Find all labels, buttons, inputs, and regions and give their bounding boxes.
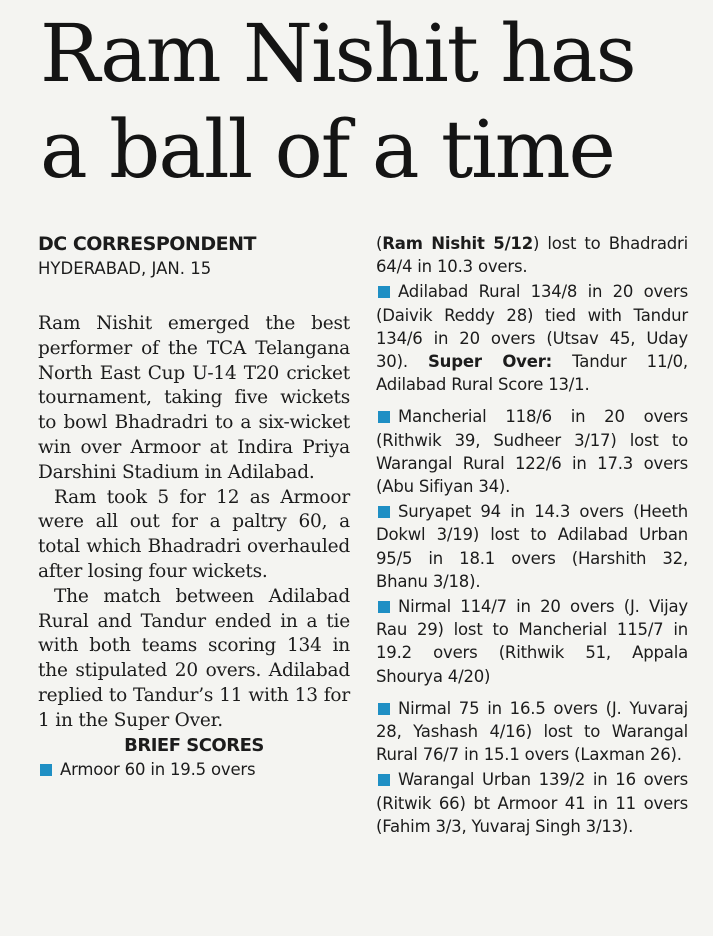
score-item-continued (376, 232, 688, 278)
article-paragraph: Ram took 5 for 12 as Armoor were all out for a paltry 60, a total which Bhadradri overhauled after losing four wickets. (38, 486, 350, 582)
headline (40, 6, 700, 198)
square-bullet-icon (378, 703, 390, 715)
square-bullet-icon (40, 764, 52, 776)
score-text: ( (376, 234, 383, 253)
headline-line-2: a ball of a time (40, 103, 614, 196)
brief-scores-heading: BRIEF SCORES (124, 734, 264, 756)
left-column (38, 232, 350, 783)
score-text: Nirmal 114/7 in 20 overs (J. Vijay Rau 29) lost to Mancherial 115/7 in 19.2 overs (Rithwik 51, Appala Shourya 4/20) (376, 597, 688, 686)
dateline: HYDERABAD, JAN. 15 (38, 259, 212, 278)
score-bold-text: Super Over: (427, 352, 553, 372)
byline: DC CORRESPONDENT (38, 233, 256, 255)
score-text: Armoor 60 in 19.5 overs (60, 759, 256, 779)
article-paragraph: Ram Nishit emerged the best performer of the TCA Telangana North East Cup U-14 T20 cricket tournament, taking five wickets to bowl Bhadradri to a six-wicket win over Armoor at Indira Priya Darshini Stadium in Adilabad. (38, 313, 350, 483)
square-bullet-icon (378, 506, 390, 518)
score-item (376, 595, 688, 688)
article-paragraph: The match between Adilabad Rural and Tandur ended in a tie with both teams scoring 134 in the stipulated 20 overs. Adilabad replied to Tandur’s 11 with 13 for 1 in the Super Over. (38, 585, 350, 731)
right-column (376, 232, 688, 840)
score-text: Nirmal 75 in 16.5 overs (J. Yuvaraj 28, Yashash 4/16) lost to Warangal Rural 76/7 in 15.1 overs (Laxman 26). (376, 698, 688, 765)
score-text: Warangal Urban 139/2 in 16 overs (Ritwik 66) bt Armoor 41 in 11 overs (Fahim 3/3, Yuvaraj Singh 3/13). (376, 770, 688, 836)
score-item (376, 500, 688, 593)
score-bold-text: Ram Nishit 5/12 (382, 234, 533, 253)
score-item (376, 280, 688, 396)
score-text: Mancherial 118/6 in 20 overs (Rithwik 39, Sudheer 3/17) lost to Warangal Rural 122/6 in 17.3 overs (Abu Sifiyan 34). (376, 407, 688, 497)
square-bullet-icon (378, 286, 390, 298)
score-item (376, 405, 688, 498)
score-text: Suryapet 94 in 14.3 overs (Heeth Dokwl 3/19) lost to Adilabad Urban 95/5 in 18.1 overs (Harshith 32, Bhanu 3/18). (376, 502, 688, 591)
article-body (38, 312, 350, 734)
score-text: Tandur 11/0, Adilabad Rural Score 13/1. (376, 352, 688, 395)
score-text: ) lost to Bhadradri 64/4 in 10.3 overs. (376, 234, 688, 277)
square-bullet-icon (378, 601, 390, 613)
score-item (38, 758, 350, 781)
score-text: Adilabad Rural 134/8 in 20 overs (Daivik Reddy 28) tied with Tandur 134/6 in 20 overs (Utsav 45, Uday 30). (376, 282, 688, 372)
square-bullet-icon (378, 774, 390, 786)
headline-line-1: Ram Nishit has (40, 7, 635, 100)
square-bullet-icon (378, 411, 390, 423)
score-item (376, 697, 688, 767)
score-item (376, 768, 688, 838)
